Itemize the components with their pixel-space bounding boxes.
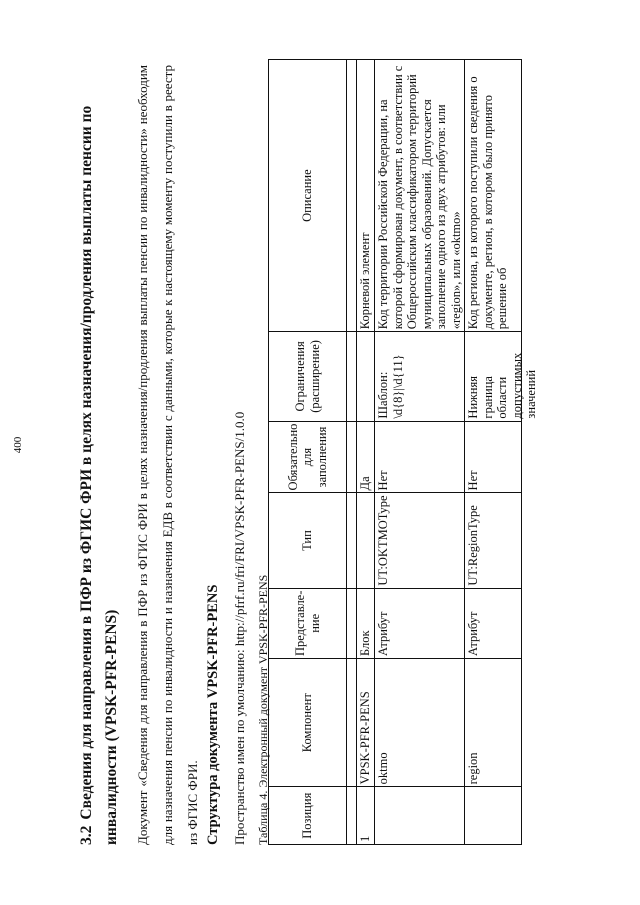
table-row (465, 60, 522, 845)
column-number (347, 60, 357, 332)
cell-type: UT:RegionType (465, 493, 522, 588)
cell-component: oktmo (375, 659, 465, 787)
column-number (347, 493, 357, 588)
cell-description: Код региона, из которого поступили сведения о документе, регион, в котором было принято решение об (466, 76, 509, 330)
namespace-line: Пространство имен по умолчанию: http://pfrf.ru/fri/FRI/VPSK-PFR-PENS/1.0.0 (232, 411, 247, 845)
header-position: Позиция (269, 787, 347, 845)
cell-description: Корневой элемент (357, 60, 375, 332)
cell-limits: Шаблон: \d{8}|\d{11} (375, 332, 465, 421)
cell-required: Да (357, 421, 375, 493)
column-number (347, 659, 357, 787)
cell-representation: Блок (357, 588, 375, 658)
section-heading (74, 65, 124, 845)
cell-representation: Атрибут (465, 588, 522, 658)
column-number (347, 421, 357, 493)
cell-description: Код территории Российской Федерации, на которой сформирован документ, в соответствии с Общероссийским классификатором территорий муниципальных образований. Допускается заполнение одного из двух атрибутов: или «region», или «oktmo» (375, 60, 465, 332)
intro-paragraph: Документ «Сведения для направления в ПФР из ФГИС ФРИ в целях назначения/продления выплаты пенсии по инвалидности» необходим для назначения пенсии по инвалидности и назначения ЕДВ в соответствии с данными, которые к настоящему моменту поступили в реестр из ФГИС ФРИ. (135, 65, 200, 845)
table-numbering-row (347, 60, 357, 845)
cell-limits (357, 332, 375, 421)
header-type: Тип (269, 493, 347, 588)
header-representation: Представле-ние (269, 588, 347, 658)
cell-type (357, 493, 375, 588)
table-caption: Таблица 4. Электронный документ VPSK-PFR-PENS (256, 574, 270, 845)
cell-type: UT:OKTMOType (375, 493, 465, 588)
header-component: Компонент (269, 659, 347, 787)
structure-title: Структура документа VPSK-PFR-PENS (205, 584, 221, 845)
header-required: Обязательно для заполнения (269, 421, 347, 493)
section-number: 3.2 (78, 825, 95, 845)
column-number (347, 588, 357, 658)
cell-limits: Нижняя граница области допустимых значений (466, 352, 538, 419)
table-header-row (269, 60, 347, 845)
page-number: 400 (12, 436, 24, 454)
cell-position (465, 787, 522, 845)
header-description: Описание (269, 60, 347, 332)
column-number (347, 332, 357, 421)
table-row (375, 60, 465, 845)
cell-component: region (465, 659, 522, 787)
document-structure-table (268, 59, 538, 845)
cell-required: Нет (375, 421, 465, 493)
column-number (347, 787, 357, 845)
section-title: Сведения для направления в ПФР из ФГИС ФРИ в целях назначения/продления выплаты пенсии по инвалидности (VPSK-PFR-PENS) (78, 105, 120, 845)
header-limits: Ограничения (расширение) (269, 332, 347, 421)
cell-required: Нет (465, 421, 522, 493)
table-row (357, 60, 375, 845)
cell-representation: Атрибут (375, 588, 465, 658)
cell-position (375, 787, 465, 845)
cell-component: VPSK-PFR-PENS (357, 659, 375, 787)
cell-position: 1 (357, 787, 375, 845)
